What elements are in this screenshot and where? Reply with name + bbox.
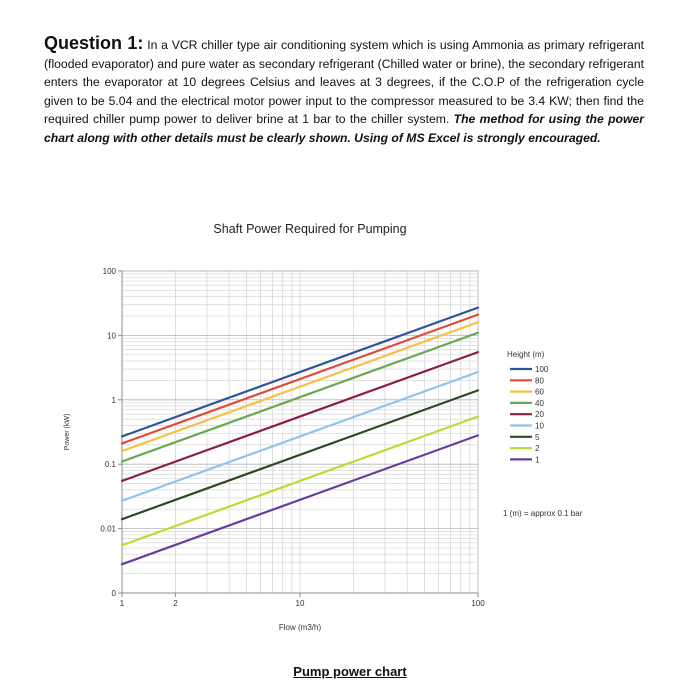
legend-label-1m: 1 — [535, 455, 540, 465]
y-tick-label: 0.01 — [100, 524, 116, 534]
legend-label-20m: 20 — [535, 410, 544, 420]
legend-label-60m: 60 — [535, 387, 544, 397]
legend-label-5m: 5 — [535, 432, 540, 442]
legend-label-10m: 10 — [535, 421, 544, 431]
x-tick-label: 100 — [471, 599, 485, 608]
legend-label-80m: 80 — [535, 376, 544, 386]
chart-annotation: 1 (m) = approx 0.1 bar — [503, 509, 583, 518]
legend-title: Height (m) — [507, 350, 545, 359]
question-title: Question 1: — [44, 33, 144, 53]
question-body: In a VCR chiller type air conditioning system which is using Ammonia as primary refrigerant (flooded evaporator) and pure water as secondary refrigerant (Chilled water or brine), the secondary refrigerant enters the evaporator at 10 degrees Celsius and leaves at 3 degrees, if the C.O.P of the refrigeration cycle given to be 5.04 and the electrical motor power input to the compressor measured to be 3.4 KW; then find the required chiller pump power to deliver brine at 1 bar to the chiller system. — [44, 38, 644, 127]
question-emphasis: The method for using the power chart along with other details must be clearly shown. Using of MS Excel is strongly encouraged. — [44, 112, 644, 145]
x-tick-label: 1 — [119, 599, 125, 608]
y-tick-label: 100 — [102, 267, 116, 276]
legend-label-100m: 100 — [535, 365, 549, 374]
chart-title: Shaft Power Required for Pumping — [213, 222, 407, 236]
y-axis-label: Power (kW) — [64, 413, 71, 451]
legend-label-2m: 2 — [535, 444, 540, 454]
y-tick-label: 0 — [111, 589, 116, 598]
y-tick-label: 0.1 — [104, 460, 116, 470]
x-tick-label: 10 — [295, 599, 305, 608]
x-tick-label: 2 — [173, 599, 178, 608]
chart-caption: Pump power chart — [293, 664, 407, 679]
legend-label-40m: 40 — [535, 398, 544, 408]
x-axis-label: Flow (m3/h) — [278, 623, 322, 632]
y-tick-label: 1 — [111, 395, 116, 405]
y-tick-label: 10 — [107, 331, 116, 341]
